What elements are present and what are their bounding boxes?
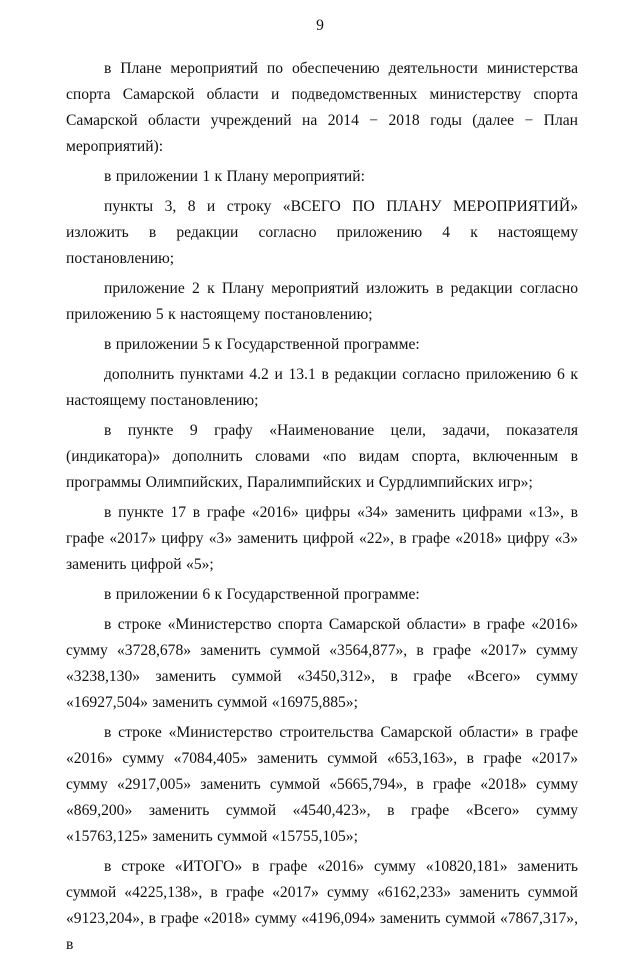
paragraph-point-9: в пункте 9 графу «Наименование цели, задачи, показателя (индикатора)» дополнить словами «по видам спорта, включенным в программы Олимпийских, Паралимпийских и Сурдлимпийских игр»; [66,422,578,491]
paragraph-points-3-8: пункты 3, 8 и строку «ВСЕГО ПО ПЛАНУ МЕРОПРИЯТИЙ» изложить в редакции согласно приложению 4 к настоящему постановлению; [66,198,578,267]
paragraph-ministry-sport: в строке «Министерство спорта Самарской области» в графе «2016» сумму «3728,678» заменить суммой «3564,877», в графе «2017» сумму «3238,130» заменить суммой «3450,312», в графе «Всего» сумму «16927,504» заменить суммой «16975,885»; [66,616,578,711]
paragraph-add-points: дополнить пунктами 4.2 и 13.1 в редакции согласно приложению 6 к настоящему постановлению; [66,366,578,409]
paragraph-ministry-construction: в строке «Министерство строительства Самарской области» в графе «2016» сумму «7084,405» заменить суммой «653,163», в графе «2017» сумму «2917,005» заменить суммой «5665,794», в графе «2018» сумму «869,200» заменить суммой «4540,423», в графе «Всего» сумму «15763,125» заменить суммой «15755,105»; [66,724,578,845]
paragraph-appendix-6-header: в приложении 6 к Государственной программе: [104,586,420,603]
paragraph-plan-intro: в Плане мероприятий по обеспечению деятельности министерства спорта Самарской области и подведомственных министерству спорта Самарской области учреждений на 2014 − 2018 годы (далее − План мероприятий): [66,60,578,155]
paragraph-total: в строке «ИТОГО» в графе «2016» сумму «10820,181» заменить суммой «4225,138», в графе «2017» сумму «6162,233» заменить суммой «9123,204», в графе «2018» сумму «4196,094» заменить суммой «7867,317», в [66,858,578,953]
paragraph-appendix-1-header: в приложении 1 к Плану мероприятий: [104,168,365,185]
paragraph-appendix-2: приложение 2 к Плану мероприятий изложить в редакции согласно приложению 5 к настоящему постановлению; [66,280,578,323]
paragraph-appendix-5-header: в приложении 5 к Государственной программе: [104,336,420,353]
document-body [66,56,578,960]
page-number: 9 [316,17,324,34]
paragraph-point-17: в пункте 17 в графе «2016» цифры «34» заменить цифрами «13», в графе «2017» цифру «3» заменить цифрой «22», в графе «2018» цифру «3» заменить цифрой «5»; [66,504,578,573]
